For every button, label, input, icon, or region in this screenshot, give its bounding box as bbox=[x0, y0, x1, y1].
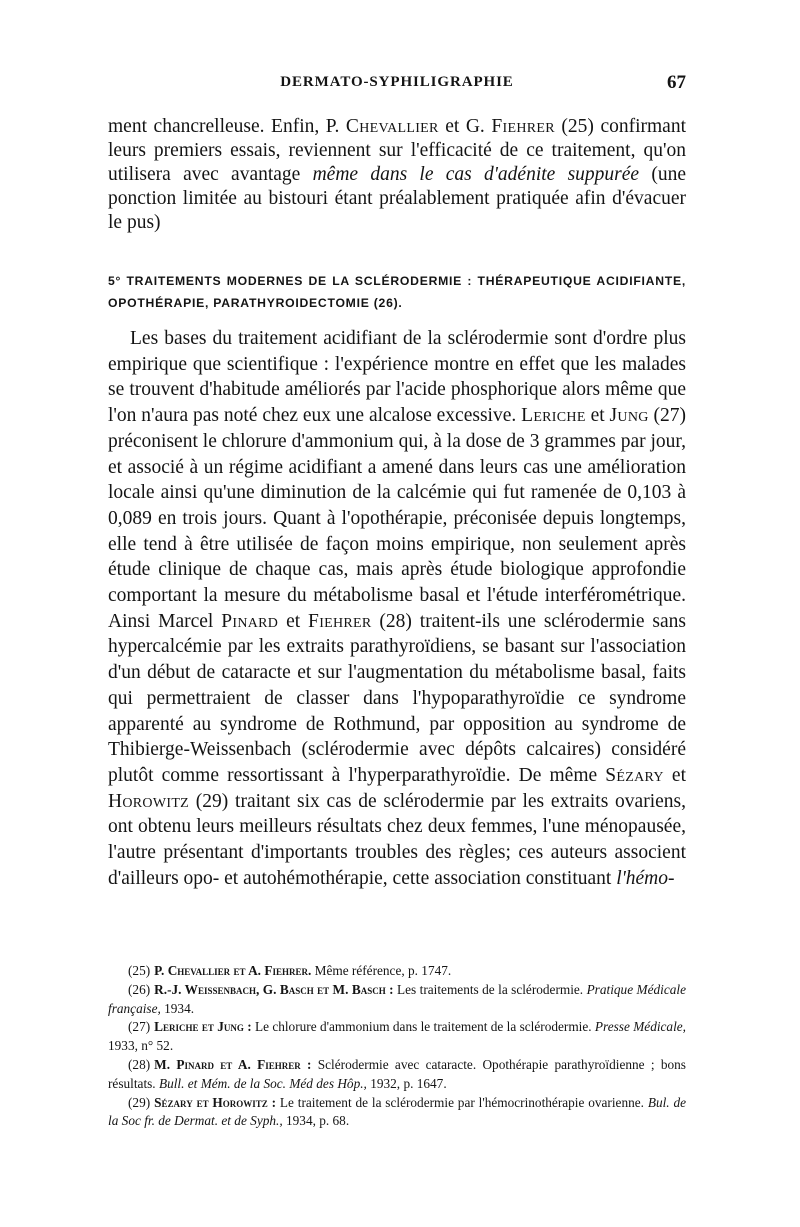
footnote-authors: R.-J. Weissenbach, G. Basch et M. Basch : bbox=[154, 981, 394, 997]
author-name: Fiehrer bbox=[308, 610, 372, 632]
paragraph-text: et bbox=[278, 610, 309, 632]
footnote-text: Le chlorure d'ammonium dans le traitement de la sclérodermie. bbox=[251, 1019, 595, 1035]
footnote-text: Sclérodermie avec cataracte. Opothérapie parathyroïdienne ; bons résultats. bbox=[108, 1056, 686, 1091]
footnote-source: Bull. et Mém. de la Soc. Méd des Hôp., bbox=[158, 1075, 367, 1091]
footnote-tail: 1933, n° 52. bbox=[108, 1038, 174, 1054]
footnote-authors: P. Chevallier et A. Fiehrer. bbox=[154, 963, 312, 978]
author-name: Pinard bbox=[221, 610, 279, 632]
intro-text: ment chancrelleuse. Enfin, P. bbox=[108, 116, 346, 137]
footnote-authors: Sézary et Horowitz : bbox=[154, 1094, 277, 1110]
footnote-number: (28) bbox=[128, 1056, 151, 1072]
footnote-source: Pratique Médicale française, bbox=[108, 981, 686, 1016]
footnote-source: Bul. de la Soc fr. de Dermat. et de Syph., bbox=[108, 1094, 687, 1129]
author-name: Chevallier bbox=[345, 116, 439, 137]
footnote-authors: M. Pinard et A. Fiehrer : bbox=[154, 1056, 312, 1072]
footnote-number: (25) bbox=[128, 963, 151, 978]
footnote-authors: Leriche et Jung : bbox=[154, 1019, 252, 1035]
page-header bbox=[108, 74, 686, 102]
footnote-number: (29) bbox=[128, 1094, 151, 1110]
footnotes bbox=[108, 962, 686, 1131]
footnote bbox=[108, 1094, 686, 1132]
author-name: Sézary bbox=[605, 764, 664, 786]
paragraph-text: (28) traitent-ils une sclérodermie sans hypercalcémie par les extraits parathyroïdiens, se basant sur l'association d'un début de cataracte et sur l'augmentation du métabolisme basal, faits qui permettraient de classer dans l'hypoparathyroïdie ce syndrome apparenté au syndrome de Rothmund, par opposition au syndrome de Thibierge-Weissenbach (sclérodermie avec dépôts calcaires) considéré plutôt comme ressortissant à l'hyperparathyroïdie. De même bbox=[108, 610, 686, 786]
footnote-text: Même référence, p. 1747. bbox=[311, 963, 452, 978]
author-name: Fiehrer bbox=[491, 116, 555, 137]
footnote-tail: 1934. bbox=[160, 1000, 195, 1016]
footnote-number: (26) bbox=[128, 981, 151, 997]
paragraph-text: Les bases du traitement acidifiant de la sclérodermie sont d'ordre plus empirique que scientifique : l'expérience montre en effet que les malades se trouvent d'habitude améliorés par l'acide phosphorique alors même que l'on n'aura pas noté chez eux une alcalose excessive. bbox=[108, 328, 686, 427]
intro-text: (une ponction limitée au bistouri étant préalablement pratiquée afin d'évacuer le pus) bbox=[108, 164, 686, 233]
paragraph-text: et bbox=[585, 405, 610, 427]
paragraph-text: (29) traitant six cas de sclérodermie par les extraits ovariens, ont obtenu leurs meilleurs résultats chez deux femmes, l'une ménopausée, l'autre présentant d'importants troubles des règles; ces auteurs associent d'ailleurs opo- et autohémothérapie, cette association constituant bbox=[108, 790, 686, 889]
paragraph-text: et bbox=[663, 764, 686, 786]
running-head: DERMATO-SYPHILIGRAPHIE bbox=[280, 74, 514, 90]
footnote bbox=[108, 981, 686, 1019]
intro-emphasis: même dans le cas d'adénite suppurée bbox=[312, 164, 640, 185]
paragraph-text: (27) préconisent le chlorure d'ammonium qui, à la dose de 3 grammes par jour, et associé à un régime acidifiant a amené dans leurs cas une amélioration locale ainsi qu'une diminution de la calcémie qui fut ramenée de 0,103 à 0,089 en trois jours. Quant à l'opothérapie, préconisée depuis longtemps, elle tend à être utilisée de façon moins empirique, non seulement après étude clinique de chaque cas, mais après étude biologique approfondie comportant la mesure du métabolisme basal et l'étude interférométrique. Ainsi Marcel bbox=[108, 405, 687, 632]
footnote bbox=[108, 1018, 686, 1056]
footnote-text: Les traitements de la sclérodermie. bbox=[393, 981, 587, 997]
footnote bbox=[108, 962, 686, 981]
main-paragraph bbox=[108, 326, 686, 891]
footnote-tail: 1932, p. 1647. bbox=[366, 1075, 447, 1091]
author-name: Jung bbox=[609, 405, 649, 427]
intro-text: et G. bbox=[438, 116, 492, 137]
intro-paragraph bbox=[108, 115, 686, 235]
footnote bbox=[108, 1056, 686, 1094]
footnote-source: Presse Médicale, bbox=[594, 1019, 687, 1035]
footnote-number: (27) bbox=[128, 1019, 151, 1035]
author-name: Horowitz bbox=[108, 790, 190, 812]
page-number: 67 bbox=[667, 72, 686, 93]
section-heading: 5° TRAITEMENTS MODERNES DE LA SCLÉRODERMIE : THÉRAPEUTIQUE ACIDIFIANTE, OPOTHÉRAPIE, PARATHYROIDECTOMIE (26). bbox=[108, 274, 686, 310]
author-name: Leriche bbox=[521, 405, 586, 427]
footnote-tail: 1934, p. 68. bbox=[282, 1113, 350, 1129]
paragraph-emphasis: l'hémo- bbox=[616, 867, 675, 889]
intro-text: (25) confirmant leurs premiers essais, reviennent sur l'efficacité de ce traitement, qu'on utilisera avec avantage bbox=[108, 116, 686, 185]
footnote-text: Le traitement de la sclérodermie par l'hémocrinothérapie ovarienne. bbox=[276, 1094, 648, 1110]
book-page bbox=[108, 0, 686, 1227]
